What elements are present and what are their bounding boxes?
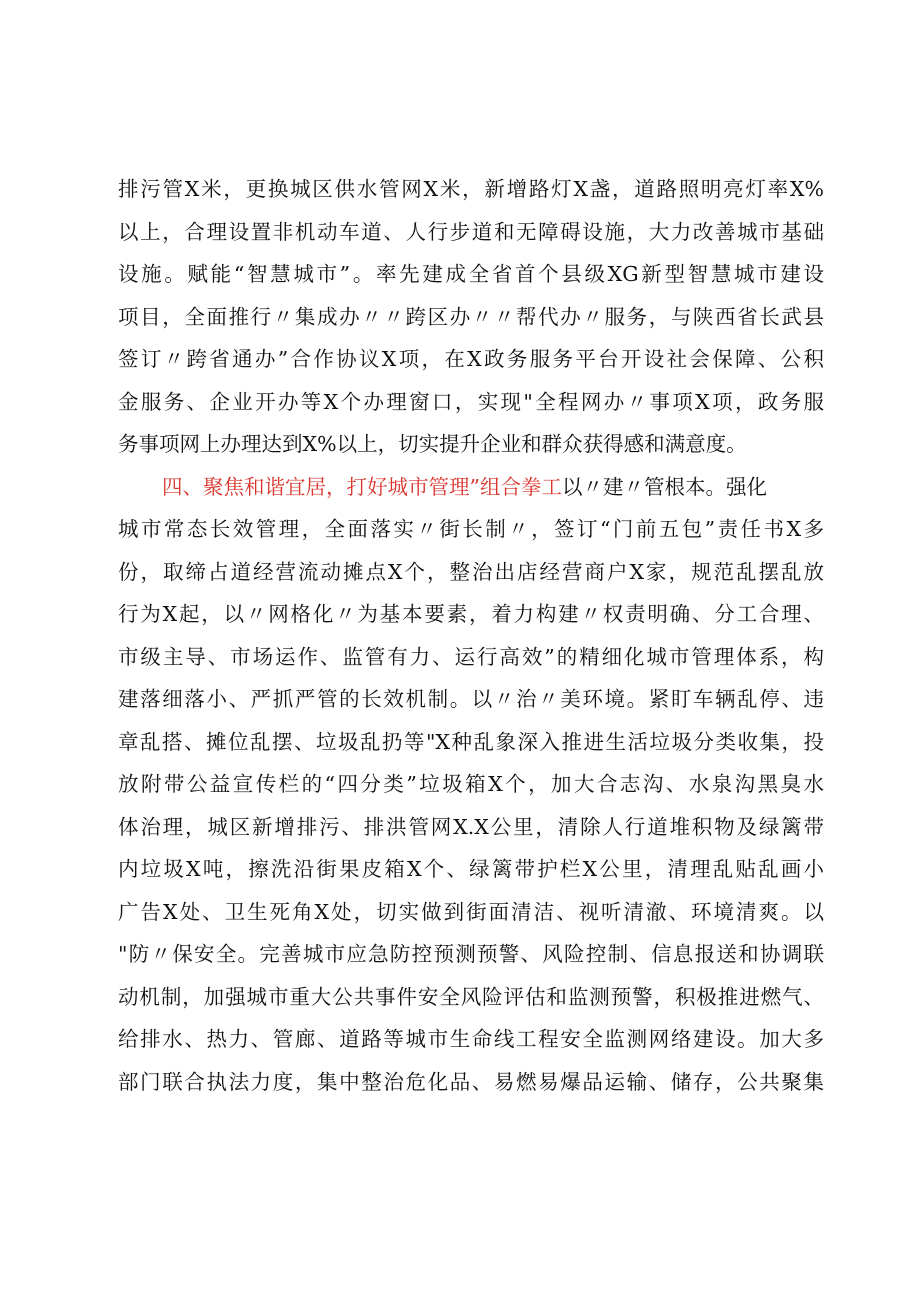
paragraph-line: 金服务、企业开办等X个办理窗口，实现"全程网办〃事项X项，政务服 [118, 389, 824, 414]
paragraph-line: 行为X起，以〃网格化〃为基本要素，着力构建〃权责明确、分工合理、 [118, 602, 824, 626]
paragraph-line: 体治理，城区新增排污、排洪管网X.X公里，清除人行道堆积物及绿篱带 [118, 814, 824, 839]
paragraph-line: 项目，全面推行〃集成办〃〃跨区办〃〃帮代办〃服务，与陕西省长武县 [118, 304, 824, 329]
section-heading: 四、聚焦和谐宜居，打好城市管理”组合拳工 [162, 474, 562, 499]
paragraph-line: 城市常态长效管理，全面落实〃街长制〃，签订“门前五包”责任书X多 [118, 517, 824, 541]
paragraph-line: 份，取缔占道经营流动摊点X个，整治出店经营商户X家，规范乱摆乱放 [118, 559, 824, 584]
paragraph-line: 建落细落小、严抓严管的长效机制。以〃治〃美环境。紧盯车辆乱停、违 [118, 687, 824, 711]
paragraph-line: 给排水、热力、管廊、道路等城市生命线工程安全监测网络建设。加大多 [118, 1027, 824, 1051]
document-body [118, 168, 824, 1103]
paragraph-line: 签订〃跨省通办”合作协议X项，在X政务服务平台开设社会保障、公积 [118, 347, 824, 371]
paragraph-line: 内垃圾X吨，擦洗沿街果皮箱X个、绿篱带护栏X公里，清理乱贴乱画小 [118, 857, 824, 881]
paragraph-line: 部门联合执法力度，集中整治危化品、易燃易爆品运输、储存，公共聚集 [118, 1069, 824, 1094]
paragraph-line: 广告X处、卫生死角X处，切实做到街面清洁、视听清澈、环境清爽。以 [118, 899, 824, 924]
paragraph-line: 排污管X米，更换城区供水管网X米，新增路灯X盏，道路照明亮灯率X% [118, 177, 824, 201]
section-first-line-text: 以〃建〃管根本。强化 [561, 474, 767, 499]
section-first-line [118, 466, 824, 509]
paragraph-line: 放附带公益宣传栏的“四分类”垃圾箱X个，加大合志沟、水泉沟黑臭水 [118, 772, 824, 796]
paragraph-last-line: 务事项网上办理达到X%以上，切实提升企业和群众获得感和满意度。 [118, 432, 747, 456]
paragraph-line: 以上，合理设置非机动车道、人行步道和无障碍设施，大力改善城市基础 [118, 219, 824, 244]
paragraph-line: 章乱搭、摊位乱摆、垃圾乱扔等"X种乱象深入推进生活垃圾分类收集，投 [118, 729, 824, 754]
paragraph-line: 设施。赋能“智慧城市”。率先建成全省首个县级XG新型智慧城市建设 [118, 262, 824, 286]
paragraph-line: 市级主导、市场运作、监管有力、运行高效”的精细化城市管理体系，构 [118, 644, 824, 669]
paragraph-line: 动机制，加强城市重大公共事件安全风险评估和监测预警，积极推进燃气、 [118, 984, 824, 1009]
paragraph-line: "防〃保安全。完善城市应急防控预测预警、风险控制、信息报送和协调联 [118, 942, 824, 966]
